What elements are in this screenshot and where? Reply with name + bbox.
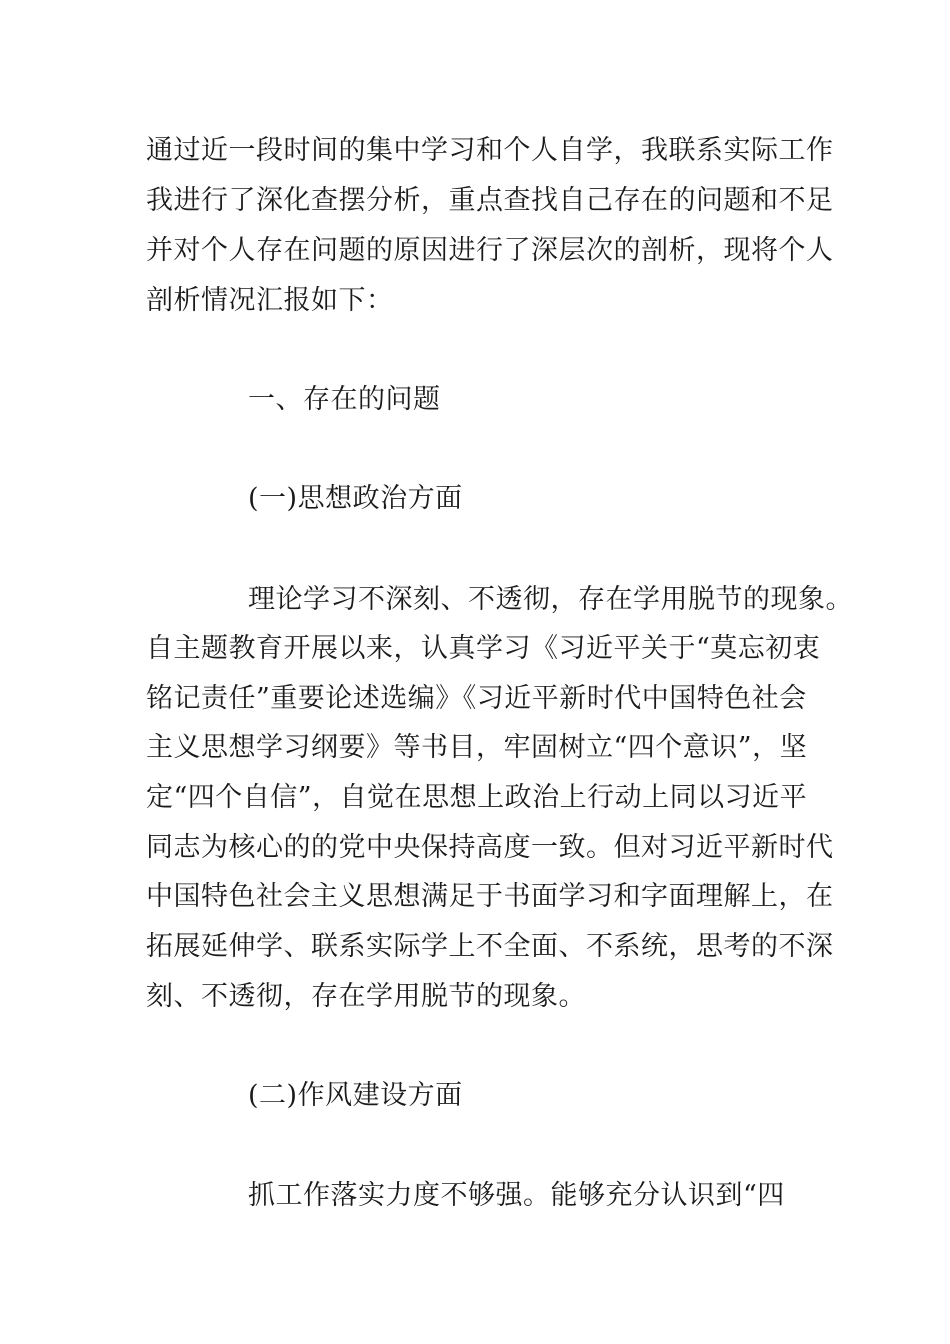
para1-line-8: 拓展延伸学、联系实际学上不全面、不系统，思考的不深	[146, 931, 834, 962]
para1-line-5: 定“四个自信”，自觉在思想上政治上行动上同以习近平	[146, 782, 808, 813]
intro-line-4: 剖析情况汇报如下：	[146, 285, 394, 316]
intro-line-1: 通过近一段时间的集中学习和个人自学，我联系实际工作	[146, 135, 834, 166]
para1-line-9: 刻、不透彻，存在学用脱节的现象。	[146, 981, 586, 1012]
subsection-heading-2: (二)作风建设方面	[248, 1080, 463, 1111]
subsection-heading-1: (一)思想政治方面	[248, 483, 463, 514]
para1-line-1: 理论学习不深刻、不透彻，存在学用脱节的现象。	[248, 584, 853, 615]
para1-line-6: 同志为核心的的党中央保持高度一致。但对习近平新时代	[146, 832, 834, 863]
section-heading: 一、存在的问题	[248, 384, 441, 415]
para1-line-7: 中国特色社会主义思想满足于书面学习和字面理解上，在	[146, 881, 834, 912]
para1-line-3: 铭记责任”重要论述选编》《习近平新时代中国特色社会	[146, 683, 807, 714]
para1-line-2: 自主题教育开展以来，认真学习《习近平关于“莫忘初衷	[146, 633, 821, 664]
para2-line-1: 抓工作落实力度不够强。能够充分认识到“四	[248, 1180, 785, 1211]
intro-line-3: 并对个人存在问题的原因进行了深层次的剖析，现将个人	[146, 235, 834, 266]
intro-line-2: 我进行了深化查摆分析，重点查找自己存在的问题和不足	[146, 185, 834, 216]
para1-line-4: 主义思想学习纲要》等书目，牢固树立“四个意识”，坚	[146, 732, 808, 763]
